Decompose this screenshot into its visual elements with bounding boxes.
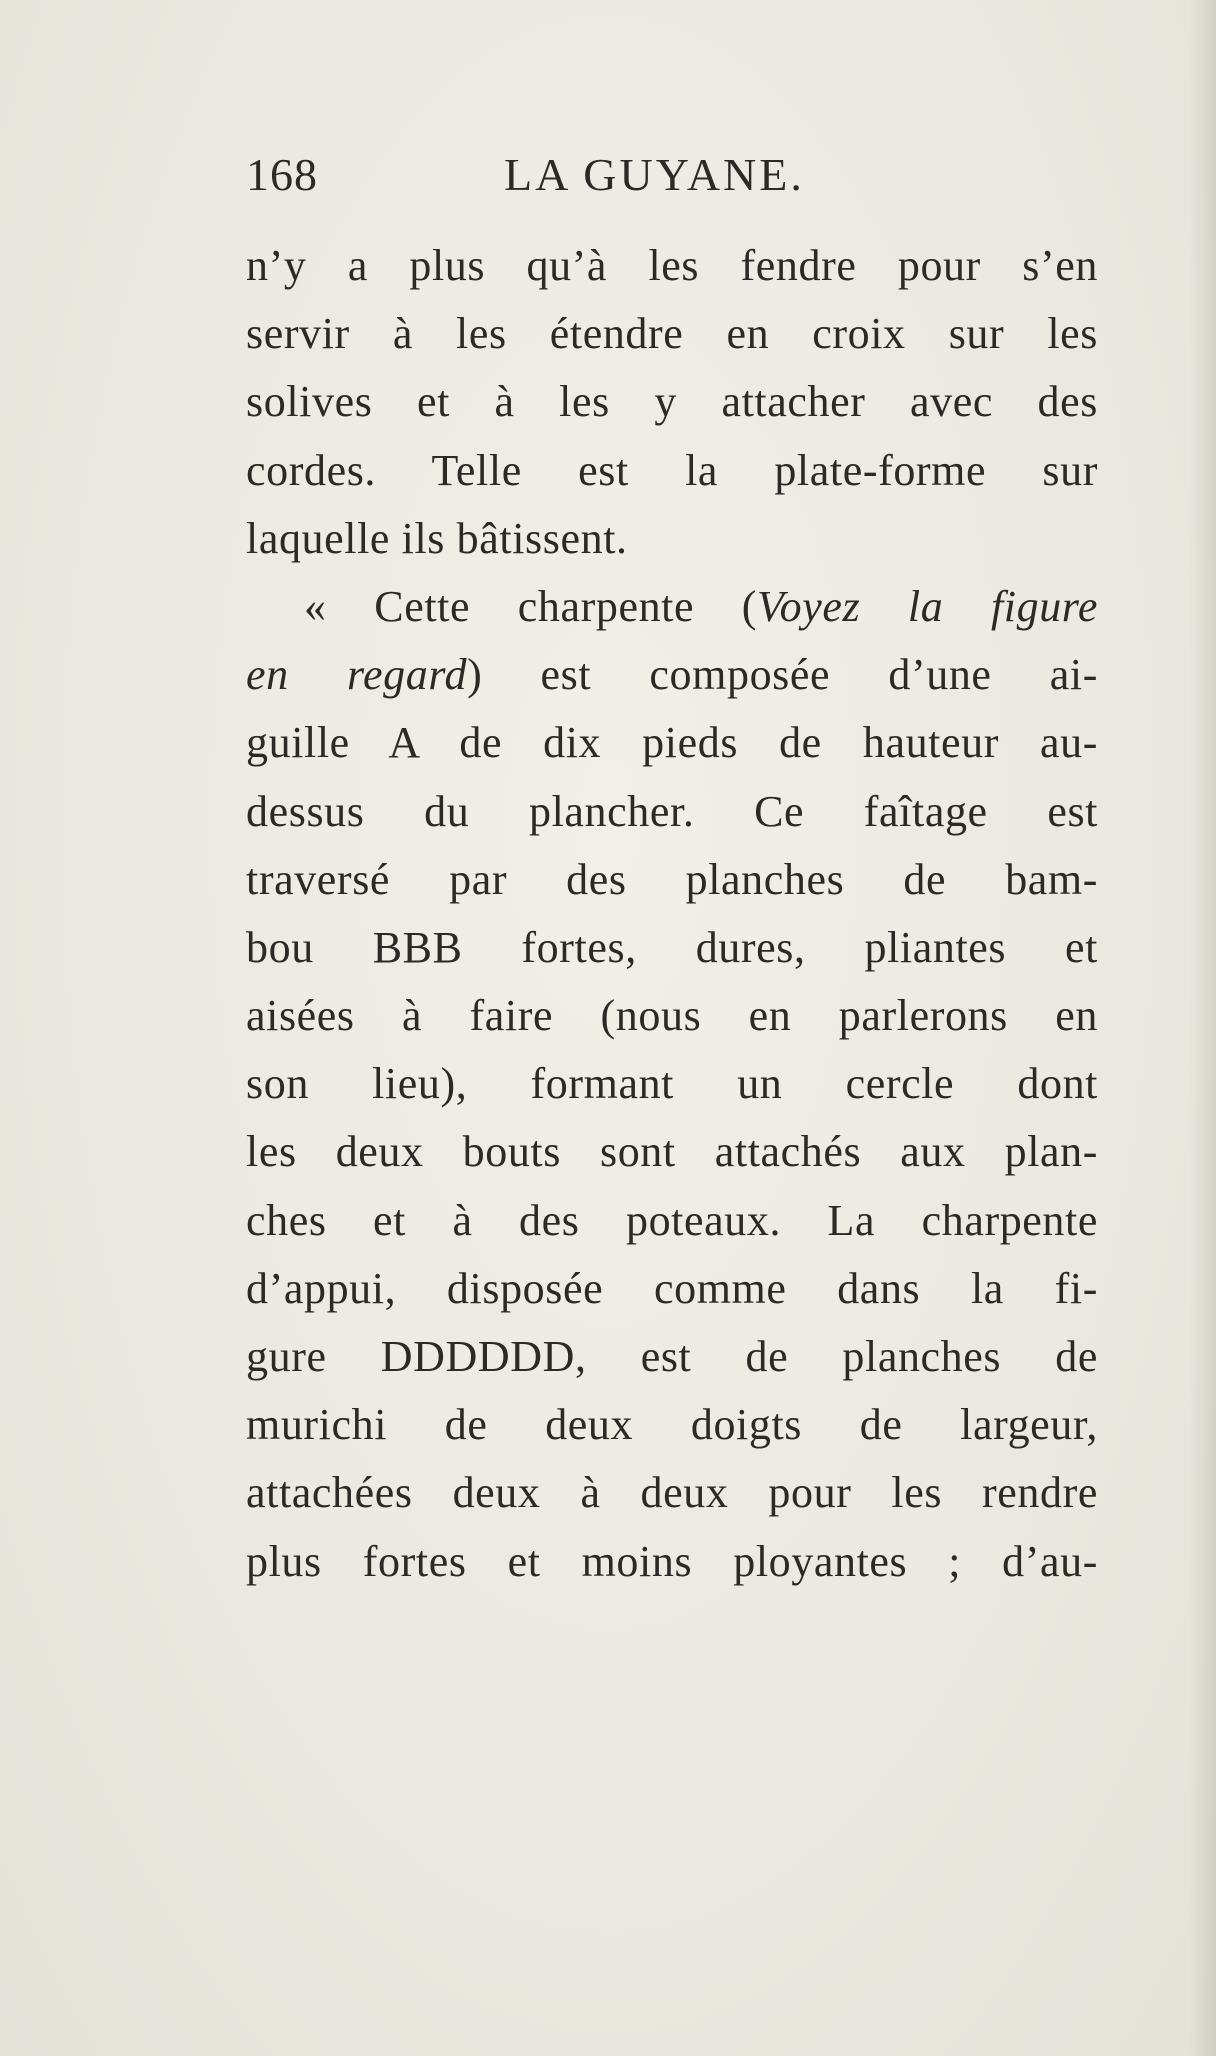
text-line: son lieu), formant un cercle dont bbox=[246, 1059, 1098, 1109]
text-line: traversé par des planches de bam- bbox=[246, 854, 1098, 904]
text-line bbox=[246, 641, 1098, 709]
running-title: LA GUYANE. bbox=[504, 149, 805, 200]
page-number: 168 bbox=[246, 149, 318, 200]
text-line: guille A de dix pieds de hauteur au- bbox=[246, 718, 1098, 768]
page-header bbox=[246, 148, 1098, 208]
text-line: aisées à faire (nous en parlerons en bbox=[246, 991, 1098, 1041]
text-line: servir à les étendre en croix sur les bbox=[246, 309, 1098, 359]
body-text bbox=[246, 232, 1098, 1596]
text-line: n’y a plus qu’à les fendre pour s’en bbox=[246, 241, 1098, 290]
text-line: laquelle ils bâtissent. bbox=[246, 513, 628, 563]
page-edge-shadow bbox=[1188, 0, 1216, 2056]
text-line: bou BBB fortes, dures, pliantes et bbox=[246, 922, 1098, 972]
text-line: ches et à des poteaux. La charpente bbox=[246, 1195, 1098, 1245]
text-line: les deux bouts sont attachés aux plan- bbox=[246, 1127, 1098, 1177]
italic-run: Voyez la figure bbox=[757, 581, 1099, 631]
text-line bbox=[246, 573, 1098, 641]
text-line: gure DDDDDD, est de planches de bbox=[246, 1332, 1098, 1381]
text-line: attachées deux à deux pour les rendre bbox=[246, 1468, 1098, 1518]
italic-run: en regard bbox=[246, 650, 468, 700]
text-line: plus fortes et moins ployantes ; d’au- bbox=[246, 1536, 1098, 1586]
text-line: dessus du plancher. Ce faîtage est bbox=[246, 786, 1098, 836]
text-run: ) est composée d’une ai- bbox=[467, 650, 1098, 700]
text-line: d’appui, disposée comme dans la fi- bbox=[246, 1263, 1098, 1313]
text-line: murichi de deux doigts de largeur, bbox=[246, 1400, 1098, 1450]
text-line: solives et à les y attacher avec des bbox=[246, 377, 1098, 427]
text-line: cordes. Telle est la plate-forme sur bbox=[246, 445, 1098, 495]
text-run: « Cette charpente ( bbox=[304, 581, 758, 631]
